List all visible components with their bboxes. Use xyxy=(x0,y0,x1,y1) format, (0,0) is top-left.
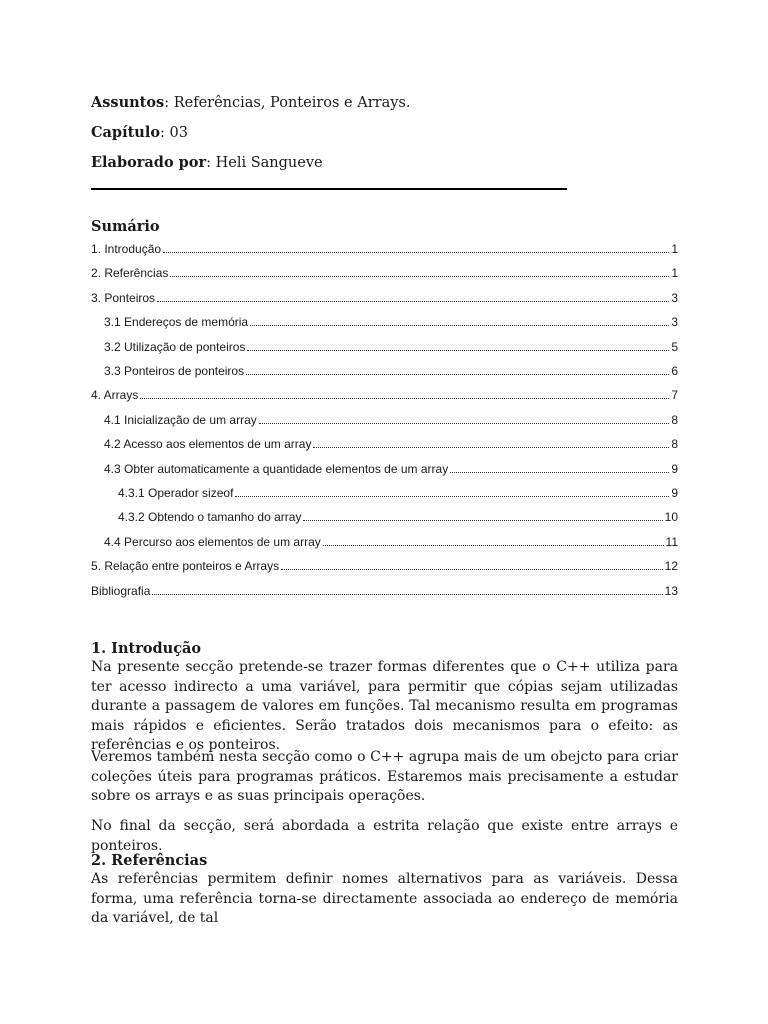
toc-entry-label: 3.1 Endereços de memória xyxy=(104,315,249,330)
toc-entry-label: 2. Referências xyxy=(91,266,169,281)
toc-leader-dots xyxy=(259,423,670,424)
toc-entry-label: 1. Introdução xyxy=(91,242,162,256)
toc-entry[interactable] xyxy=(91,382,678,402)
toc-entry-page: 3 xyxy=(671,315,678,330)
toc-entry[interactable] xyxy=(91,358,678,378)
toc-leader-dots xyxy=(250,325,669,326)
toc-entry[interactable] xyxy=(91,529,678,549)
chapter-value: : 03 xyxy=(160,125,188,141)
subjects-label: Assuntos xyxy=(91,94,165,111)
toc-entry-page: 10 xyxy=(664,510,678,525)
toc-entry-label: 3.2 Utilização de ponteiros xyxy=(104,339,246,354)
chapter-line xyxy=(91,123,188,143)
toc-leader-dots xyxy=(323,545,664,546)
toc-leader-dots xyxy=(303,520,662,521)
toc-entry-page: 12 xyxy=(664,559,678,574)
toc-entry-page: 9 xyxy=(671,486,678,500)
toc-leader-dots xyxy=(313,447,669,448)
toc-leader-dots xyxy=(140,398,669,399)
toc-entry-label: 4.1 Inicialização de um array xyxy=(104,412,257,427)
toc-entry[interactable] xyxy=(91,480,678,500)
toc-entry[interactable] xyxy=(91,553,678,573)
toc-leader-dots xyxy=(247,350,669,351)
toc-entry[interactable] xyxy=(91,431,678,451)
toc-entry-label: Bibliografia xyxy=(91,583,151,598)
subjects-value: : Referências, Ponteiros e Arrays. xyxy=(164,95,411,111)
toc-entry-page: 3 xyxy=(671,290,678,305)
toc-entry[interactable] xyxy=(91,456,678,476)
toc-entry[interactable] xyxy=(91,578,678,598)
toc-entry-page: 13 xyxy=(664,583,678,598)
toc-leader-dots xyxy=(246,374,669,375)
toc-entry-page: 6 xyxy=(671,364,678,378)
toc-entry-page: 5 xyxy=(671,339,678,354)
toc-entry-page: 9 xyxy=(671,461,678,476)
toc-leader-dots xyxy=(163,252,669,253)
toc-entry[interactable] xyxy=(91,504,678,524)
toc-entry-label: 4.4 Percurso aos elementos de um array xyxy=(104,534,321,549)
toc-entry-label: 4. Arrays xyxy=(91,388,139,403)
toc-entry[interactable] xyxy=(91,309,678,329)
toc-leader-dots xyxy=(281,569,663,570)
toc-leader-dots xyxy=(152,594,662,595)
paragraph: No final da secção, será abordada a estrita relação que existe entre arrays e ponteiros. xyxy=(91,818,678,854)
toc-entry-label: 5. Relação entre ponteiros e Arrays xyxy=(91,559,280,574)
toc-entry-page: 8 xyxy=(671,437,678,452)
chapter-label: Capítulo xyxy=(91,124,161,141)
toc-entry-label: 4.3 Obter automaticamente a quantidade elementos de um array xyxy=(104,461,449,476)
toc-entry-page: 1 xyxy=(671,242,678,256)
toc-title: Sumário xyxy=(91,218,160,235)
toc-leader-dots xyxy=(450,472,669,473)
subjects-line xyxy=(91,93,410,113)
toc-entry-page: 7 xyxy=(671,388,678,403)
toc-entry-label: 3. Ponteiros xyxy=(91,290,156,305)
toc-entry[interactable] xyxy=(91,260,678,280)
toc-entry-page: 11 xyxy=(665,534,678,549)
toc-entry[interactable] xyxy=(91,407,678,427)
author-value: : Heli Sangueve xyxy=(206,155,323,171)
paragraph: Na presente secção pretende-se trazer formas diferentes que o C++ utiliza para ter acesso indirecto a uma variável, para permitir que cópias sejam utilizadas durante a passagem de valores em funções. Tal mecanismo resulta em programas mais rápidos e eficientes. Serão tratados dois mecanismos para o efeito: as referências e os ponteiros. xyxy=(91,659,678,754)
toc-leader-dots xyxy=(157,301,669,302)
toc-entry-page: 1 xyxy=(671,266,678,281)
toc-entry-label: 4.2 Acesso aos elementos de um array xyxy=(104,437,312,452)
section-heading-references: 2. Referências xyxy=(91,852,208,869)
toc-entry[interactable] xyxy=(91,285,678,305)
toc-entry[interactable] xyxy=(91,334,678,354)
toc-entry-label: 3.3 Ponteiros de ponteiros xyxy=(104,364,245,378)
toc-entry-label: 4.3.2 Obtendo o tamanho do array xyxy=(118,510,302,525)
toc-leader-dots xyxy=(235,496,669,497)
header-divider xyxy=(91,188,567,190)
toc-leader-dots xyxy=(170,276,669,277)
section-heading-introduction: 1. Introdução xyxy=(91,640,202,657)
toc-entry-page: 8 xyxy=(671,412,678,427)
toc-entry[interactable] xyxy=(91,236,678,256)
paragraph: As referências permitem definir nomes alternativos para as variáveis. Dessa forma, uma referência torna-se directamente associada ao endereço de memória da variável, de tal xyxy=(91,871,678,927)
author-line xyxy=(91,153,323,173)
paragraph: Veremos também nesta secção como o C++ agrupa mais de um obejcto para criar coleções úteis para programas práticos. Estaremos mais precisamente a estudar sobre os arrays e as suas principais operações. xyxy=(91,749,678,805)
author-label: Elaborado por xyxy=(91,154,207,171)
toc-entry-label: 4.3.1 Operador sizeof xyxy=(118,486,234,500)
